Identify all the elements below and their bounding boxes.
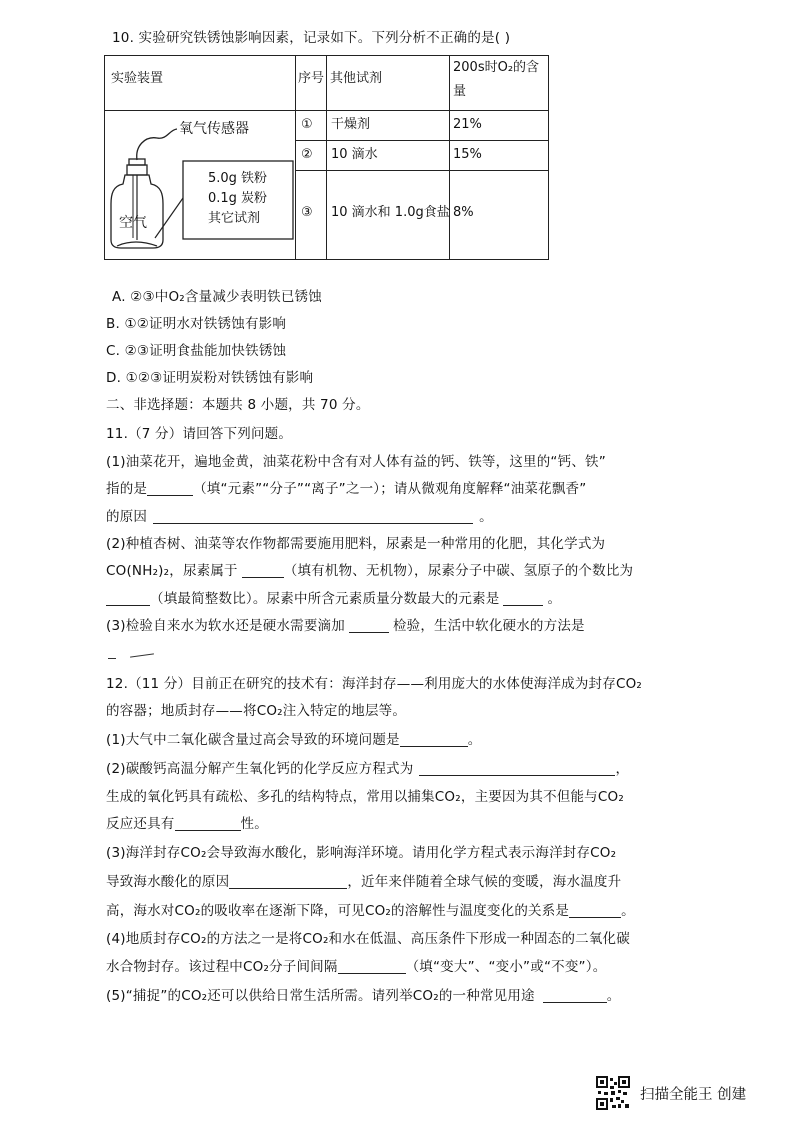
th-apparatus: 实验装置 [111, 71, 164, 86]
option-a: A. ②③中O₂含量减少表明铁已锈蚀 [112, 289, 322, 305]
row2-o2: 15% [453, 147, 482, 162]
scanner-watermark: 扫描全能王 创建 [640, 1087, 747, 1103]
q12-p3-line1: (3)海洋封存CO₂会导致海水酸化，影响海洋环境。请用化学方程式表示海洋封存CO₂ [106, 845, 617, 861]
option-d: D. ①②③证明炭粉对铁锈蚀有影响 [106, 370, 314, 386]
qr-code-icon [596, 1076, 630, 1110]
answer-blank [543, 988, 607, 1003]
row2-reagent: 10 滴水 [331, 147, 378, 162]
option-b: B. ①②证明水对铁锈蚀有影响 [106, 316, 287, 332]
oxygen-sensor-label: 氧气传感器 [179, 121, 249, 137]
row1-o2: 21% [453, 117, 482, 132]
th-o2-line1: 200s时O₂的含 [453, 60, 540, 75]
answer-blank [503, 591, 543, 606]
q12-p3-line3: 高，海水对CO₂的吸收率在逐渐下降，可见CO₂的溶解性与温度变化的关系是 。 [106, 903, 635, 919]
answer-blank [569, 903, 621, 918]
experiment-table [104, 55, 549, 260]
section-heading: 二、非选择题：本题共 8 小题，共 70 分。 [106, 397, 370, 413]
air-label: 空气 [119, 215, 147, 231]
scan-mark [108, 658, 116, 659]
answer-blank [400, 732, 468, 747]
answer-blank [147, 481, 193, 496]
q12-p4-line1: (4)地质封存CO₂的方法之一是将CO₂和水在低温、高压条件下形成一种固态的二氧化碳 [106, 931, 630, 947]
q11-p1-line3: 的原因 。 [106, 509, 493, 525]
answer-blank [175, 816, 241, 831]
q12-p1: (1)大气中二氧化碳含量过高会导致的环境问题是 。 [106, 732, 482, 748]
th-o2-line2: 量 [453, 84, 467, 99]
answer-blank [153, 509, 473, 524]
answer-blank [338, 959, 406, 974]
q10-stem: 10. 实验研究铁锈蚀影响因素，记录如下。下列分析不正确的是( ) [112, 30, 511, 46]
row1-reagent: 干燥剂 [331, 117, 371, 132]
answer-blank [349, 618, 389, 633]
q12-p2-line3: 反应还具有 性。 [106, 816, 268, 832]
q12-p4-line2: 水合物封存。该过程中CO₂分子间间隔 （填“变大”、“变小”或“不变”）。 [106, 959, 607, 975]
answer-blank [106, 591, 150, 606]
q11-p2-line1: (2)种植杏树、油菜等农作物都需要施用肥料，尿素是一种常用的化肥，其化学式为 [106, 536, 606, 552]
q12-p2-line1: (2)碳酸钙高温分解产生氧化钙的化学反应方程式为 ， [106, 761, 630, 777]
q11-p2-line2: CO(NH₂)₂，尿素属于 （填有机物、无机物），尿素分子中碳、氢原子的个数比为 [106, 563, 634, 579]
row2-no: ② [301, 147, 313, 162]
row3-o2: 8% [453, 205, 474, 220]
row1-no: ① [301, 117, 313, 132]
box-carbon: 0.1g 炭粉 [208, 191, 268, 206]
answer-blank [419, 761, 615, 776]
q11-p2-line3: （填最简整数比）。尿素中所含元素质量分数最大的元素是 。 [106, 590, 561, 608]
row3-reagent: 10 滴水和 1.0g食盐 [331, 205, 450, 220]
th-reagent: 其他试剂 [330, 71, 383, 86]
box-other: 其它试剂 [208, 211, 261, 226]
q12-p2-line2: 生成的氧化钙具有疏松、多孔的结构特点，常用以捕集CO₂，主要因为其不但能与CO₂ [106, 789, 624, 805]
q12-line1: 12.（11 分）目前正在研究的技术有：海洋封存——利用庞大的水体使海洋成为封存CO₂ [106, 676, 643, 692]
row3-no: ③ [301, 205, 313, 220]
answer-blank [229, 874, 347, 889]
th-no: 序号 [298, 71, 325, 86]
option-c: C. ②③证明食盐能加快铁锈蚀 [106, 343, 287, 359]
q11-p1-line2: 指的是 （填“元素”“分子”“离子”之一）；请从微观角度解释“油菜花飘香” [106, 481, 587, 497]
q11-title: 11.（7 分）请回答下列问题。 [106, 426, 293, 442]
box-iron: 5.0g 铁粉 [208, 171, 268, 186]
q11-p1-line1: (1)油菜花开，遍地金黄，油菜花粉中含有对人体有益的钙、铁等，这里的“钙、铁” [106, 454, 606, 470]
q12-p5: (5)“捕捉”的CO₂还可以供给日常生活所需。请列举CO₂的一种常见用途 。 [106, 988, 621, 1004]
q11-p3-line1: (3)检验自来水为软水还是硬水需要滴加 检验，生活中软化硬水的方法是 [106, 618, 585, 634]
answer-blank [242, 563, 284, 578]
scan-mark [130, 653, 154, 657]
q12-line2: 的容器；地质封存——将CO₂注入特定的地层等。 [106, 703, 407, 719]
q12-p3-line2: 导致海水酸化的原因 ，近年来伴随着全球气候的变暖，海水温度升 [106, 874, 622, 890]
